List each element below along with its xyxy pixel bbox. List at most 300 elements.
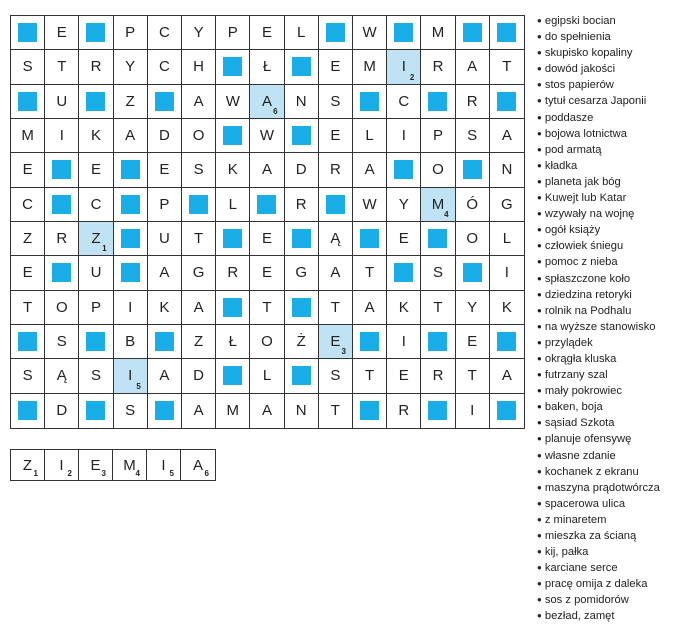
blocked-cell[interactable] [216,291,250,325]
grid-cell[interactable] [45,394,79,428]
cell-letter: G [295,264,308,282]
blocked-cell[interactable] [45,256,79,290]
grid-cell[interactable] [250,325,284,359]
cell-letter: S [193,161,204,179]
grid-cell[interactable] [490,188,524,222]
blocked-cell[interactable] [11,394,45,428]
clue-item: ● Kuwejt lub Katar [537,190,683,206]
blue-square [463,160,482,179]
grid-cell[interactable] [45,325,79,359]
grid-cell[interactable] [216,325,250,359]
grid-cell[interactable] [11,256,45,290]
grid-cell[interactable] [319,222,353,256]
clue-item: ● mały pokrowiec [537,383,683,399]
cell-letter: E [22,161,33,179]
blocked-cell[interactable] [216,359,250,393]
grid-cell[interactable] [285,153,319,187]
blue-square [463,263,482,282]
blue-square [52,195,71,214]
cell-letter: D [158,127,170,145]
blocked-cell[interactable] [353,222,387,256]
cell-letter: S [22,58,33,76]
blue-square [497,332,516,351]
blocked-cell[interactable] [250,188,284,222]
cell-letter: A [501,367,512,385]
grid-cell[interactable] [216,85,250,119]
grid-cell[interactable] [421,119,455,153]
blocked-cell[interactable] [490,85,524,119]
grid-cell[interactable] [421,50,455,84]
grid-cell[interactable] [456,325,490,359]
grid-cell[interactable] [250,153,284,187]
blocked-cell[interactable] [456,153,490,187]
cell-letter: C [398,92,410,110]
cell-letter: P [125,24,136,42]
grid-cell[interactable] [490,256,524,290]
highlighted-cell[interactable] [421,188,455,222]
cell-letter: A [501,127,512,145]
cell-letter: D [56,402,68,420]
blocked-cell[interactable] [216,50,250,84]
blocked-cell[interactable] [387,16,421,50]
grid-cell[interactable] [353,119,387,153]
grid-cell[interactable] [114,291,148,325]
blue-square [155,92,174,111]
blue-square [86,332,105,351]
cell-letter: K [159,298,170,316]
grid-cell[interactable] [216,394,250,428]
cell-letter: Ó [466,195,479,213]
grid-cell[interactable] [216,188,250,222]
grid-cell[interactable] [11,50,45,84]
clue-item: ● z minaretem [537,512,683,528]
cell-letter: O [55,298,68,316]
cell-letter: C [90,195,102,213]
cell-letter: I [401,58,406,76]
blocked-cell[interactable] [285,50,319,84]
cell-letter: M [226,402,240,420]
grid-cell[interactable] [79,119,113,153]
grid-cell[interactable] [490,50,524,84]
grid-cell[interactable] [182,119,216,153]
solution-cell[interactable] [147,450,181,480]
blue-square [497,23,516,42]
grid-cell[interactable] [79,256,113,290]
grid-cell[interactable] [490,359,524,393]
blocked-cell[interactable] [285,119,319,153]
blocked-cell[interactable] [285,359,319,393]
blocked-cell[interactable] [421,85,455,119]
blocked-cell[interactable] [79,85,113,119]
grid-cell[interactable] [216,153,250,187]
cell-letter: S [56,333,67,351]
grid-cell[interactable] [182,291,216,325]
grid-cell[interactable] [319,394,353,428]
clue-item: ● baken, boja [537,399,683,415]
grid-cell[interactable] [353,291,387,325]
blue-square [121,195,140,214]
cell-letter: M [363,58,376,76]
grid-cell[interactable] [353,359,387,393]
cell-letter: A [159,367,170,385]
grid-cell[interactable] [353,153,387,187]
grid-cell[interactable] [182,222,216,256]
cell-letter: T [433,298,443,316]
blocked-cell[interactable] [319,16,353,50]
cell-letter: E [330,333,341,351]
cell-letter: E [56,24,67,42]
blocked-cell[interactable] [387,256,421,290]
grid-cell[interactable] [45,222,79,256]
grid-cell[interactable] [114,16,148,50]
cell-letter: A [193,402,204,420]
grid-cell[interactable] [319,291,353,325]
cell-letter: E [467,333,478,351]
grid-cell[interactable] [45,291,79,325]
blocked-cell[interactable] [182,188,216,222]
cell-letter: A [467,58,478,76]
grid-cell[interactable] [319,85,353,119]
blocked-cell[interactable] [148,394,182,428]
grid-cell[interactable] [45,359,79,393]
blue-square [292,126,311,145]
grid-cell[interactable] [285,325,319,359]
grid-cell[interactable] [250,256,284,290]
blocked-cell[interactable] [285,222,319,256]
grid-cell[interactable] [421,291,455,325]
grid-cell[interactable] [148,222,182,256]
blue-square [86,23,105,42]
grid-cell[interactable] [45,85,79,119]
blue-square [360,401,379,420]
grid-cell[interactable] [387,394,421,428]
grid-cell[interactable] [319,153,353,187]
cell-letter: A [261,92,272,110]
blocked-cell[interactable] [216,119,250,153]
cell-letter: N [295,92,307,110]
clue-item: ● przylądek [537,335,683,351]
solution-letter: M [123,456,136,474]
cell-letter: S [467,127,478,145]
clue-item: ● sos z pomidorów [537,592,683,608]
blocked-cell[interactable] [114,222,148,256]
cell-letter: R [90,58,102,76]
cell-letter: S [330,367,341,385]
grid-cell[interactable] [387,291,421,325]
grid-cell[interactable] [114,85,148,119]
grid-cell[interactable] [182,153,216,187]
grid-cell[interactable] [456,85,490,119]
grid-cell[interactable] [387,222,421,256]
solution-cell[interactable] [79,450,113,480]
cell-letter: N [295,402,307,420]
grid-cell[interactable] [456,50,490,84]
cell-letter: A [330,264,341,282]
cell-letter: U [56,92,68,110]
cell-letter: P [432,127,443,145]
grid-cell[interactable] [250,119,284,153]
cell-letter: R [56,230,68,248]
blue-square [428,92,447,111]
blue-square [326,195,345,214]
grid-cell[interactable] [456,359,490,393]
grid-cell[interactable] [79,188,113,222]
blocked-cell[interactable] [456,16,490,50]
blocked-cell[interactable] [45,188,79,222]
cell-letter: E [261,24,272,42]
grid-cell[interactable] [250,16,284,50]
clue-item: ● kochanek z ekranu [537,464,683,480]
blue-square [223,57,242,76]
blue-square [257,195,276,214]
grid-cell[interactable] [148,119,182,153]
cell-letter: M [21,127,34,145]
cell-letter: E [398,367,409,385]
grid-cell[interactable] [79,153,113,187]
blocked-cell[interactable] [490,325,524,359]
clue-item: ● na wyższe stanowisko [537,319,683,335]
cell-letter: E [398,230,409,248]
grid-cell[interactable] [456,291,490,325]
clue-item: ● rolnik na Podhalu [537,303,683,319]
grid-cell[interactable] [285,256,319,290]
cell-letter: Z [125,92,135,110]
cell-letter: R [432,367,444,385]
blocked-cell[interactable] [11,325,45,359]
grid-cell[interactable] [421,359,455,393]
grid-cell[interactable] [114,119,148,153]
grid-cell[interactable] [182,85,216,119]
grid-cell[interactable] [148,359,182,393]
solution-number: 3 [101,469,106,478]
grid-cell[interactable] [11,153,45,187]
cell-letter: P [90,298,101,316]
blocked-cell[interactable] [45,153,79,187]
grid-cell[interactable] [79,291,113,325]
clue-item: ● pracę omija z daleka [537,576,683,592]
solution-cell[interactable] [45,450,79,480]
grid-cell[interactable] [11,222,45,256]
clue-item: ● okrągła kluska [537,351,683,367]
cell-number: 6 [273,106,278,116]
cell-letter: A [159,264,170,282]
blocked-cell[interactable] [11,16,45,50]
grid-cell[interactable] [45,50,79,84]
blocked-cell[interactable] [114,188,148,222]
grid-cell[interactable] [387,85,421,119]
cell-letter: S [125,402,136,420]
blocked-cell[interactable] [319,188,353,222]
blocked-cell[interactable] [387,153,421,187]
grid-cell[interactable] [250,359,284,393]
blocked-cell[interactable] [148,325,182,359]
cell-letter: G [501,195,513,213]
grid-cell[interactable] [182,359,216,393]
grid-cell[interactable] [45,119,79,153]
grid-cell[interactable] [114,394,148,428]
grid-cell[interactable] [79,359,113,393]
grid-cell[interactable] [114,325,148,359]
grid-cell[interactable] [148,188,182,222]
grid-cell[interactable] [11,291,45,325]
grid-cell[interactable] [490,119,524,153]
blue-square [18,332,37,351]
cell-letter: T [262,298,272,316]
grid-cell[interactable] [285,85,319,119]
blue-square [292,298,311,317]
grid-cell[interactable] [148,50,182,84]
grid-cell[interactable] [387,188,421,222]
blocked-cell[interactable] [421,325,455,359]
grid-cell[interactable] [148,256,182,290]
grid-cell[interactable] [421,16,455,50]
blocked-cell[interactable] [79,325,113,359]
blocked-cell[interactable] [353,85,387,119]
grid-cell[interactable] [285,16,319,50]
cell-letter: D [295,161,307,179]
cell-letter: O [432,161,444,179]
grid-cell[interactable] [250,291,284,325]
blue-square [463,23,482,42]
grid-cell[interactable] [182,394,216,428]
blocked-cell[interactable] [490,16,524,50]
grid-cell[interactable] [114,50,148,84]
cell-letter: A [364,161,375,179]
solution-number: 6 [204,469,209,478]
grid-cell[interactable] [490,222,524,256]
grid-cell[interactable] [216,16,250,50]
cell-letter: A [193,92,204,110]
grid-cell[interactable] [319,50,353,84]
blocked-cell[interactable] [216,222,250,256]
grid-cell[interactable] [285,394,319,428]
grid-cell[interactable] [250,222,284,256]
grid-cell[interactable] [216,256,250,290]
grid-cell[interactable] [250,394,284,428]
grid-cell[interactable] [79,50,113,84]
grid-cell[interactable] [387,359,421,393]
blocked-cell[interactable] [114,153,148,187]
cell-letter: E [22,264,33,282]
blue-square [121,160,140,179]
solution-cell[interactable] [11,450,45,480]
grid-cell[interactable] [456,119,490,153]
grid-cell[interactable] [353,188,387,222]
grid-cell[interactable] [11,188,45,222]
cell-letter: Ż [296,333,306,351]
grid-cell[interactable] [11,359,45,393]
blue-square [223,298,242,317]
solution-number: 2 [67,469,72,478]
highlighted-cell[interactable] [114,359,148,393]
cell-letter: L [502,230,512,248]
grid-cell[interactable] [387,119,421,153]
cell-letter: E [90,161,101,179]
grid-cell[interactable] [387,325,421,359]
blue-square [360,92,379,111]
blocked-cell[interactable] [421,222,455,256]
blue-square [497,92,516,111]
blue-square [428,401,447,420]
cell-letter: Y [193,24,204,42]
highlighted-cell[interactable] [387,50,421,84]
grid-cell[interactable] [353,16,387,50]
cell-letter: I [59,127,64,145]
cell-letter: Z [91,230,101,248]
blue-square [394,263,413,282]
blocked-cell[interactable] [114,256,148,290]
grid-cell[interactable] [456,394,490,428]
grid-cell[interactable] [456,222,490,256]
blocked-cell[interactable] [421,394,455,428]
grid-cell[interactable] [148,153,182,187]
grid-cell[interactable] [353,50,387,84]
blocked-cell[interactable] [11,85,45,119]
blocked-cell[interactable] [79,16,113,50]
blocked-cell[interactable] [490,394,524,428]
clue-item: ● futrzany szal [537,367,683,383]
grid-cell[interactable] [285,188,319,222]
grid-cell[interactable] [148,291,182,325]
grid-cell[interactable] [182,325,216,359]
grid-cell[interactable] [421,256,455,290]
clue-item: ● bezład, zamęt [537,608,683,624]
cell-letter: K [501,298,512,316]
cell-letter: S [90,367,101,385]
blocked-cell[interactable] [285,291,319,325]
highlighted-cell[interactable] [79,222,113,256]
grid-cell[interactable] [456,188,490,222]
grid-cell[interactable] [421,153,455,187]
grid-cell[interactable] [148,16,182,50]
grid-cell[interactable] [319,359,353,393]
grid-cell[interactable] [182,16,216,50]
grid-cell[interactable] [319,119,353,153]
cell-number: 1 [102,244,107,254]
grid-cell[interactable] [11,119,45,153]
grid-cell[interactable] [319,256,353,290]
solution-cell[interactable] [113,450,147,480]
cell-number: 4 [444,209,449,219]
grid-cell[interactable] [45,16,79,50]
cell-letter: A [261,161,272,179]
blocked-cell[interactable] [456,256,490,290]
cell-letter: C [22,195,34,213]
cell-letter: I [401,127,406,145]
blocked-cell[interactable] [353,325,387,359]
cell-letter: W [225,92,240,110]
cell-letter: Y [467,298,478,316]
grid-cell[interactable] [182,256,216,290]
grid-cell[interactable] [353,256,387,290]
cell-letter: E [261,230,272,248]
highlighted-cell[interactable] [319,325,353,359]
solution-cell[interactable] [181,450,215,480]
highlighted-cell[interactable] [250,85,284,119]
cell-letter: M [431,24,445,42]
grid-cell[interactable] [182,50,216,84]
solution-strip [10,449,216,481]
grid-cell[interactable] [490,291,524,325]
blocked-cell[interactable] [79,394,113,428]
blocked-cell[interactable] [353,394,387,428]
grid-cell[interactable] [490,153,524,187]
cell-letter: U [90,264,102,282]
blue-square [52,263,71,282]
grid-cell[interactable] [250,50,284,84]
clue-item: ● pod armatą [537,142,683,158]
blocked-cell[interactable] [148,85,182,119]
